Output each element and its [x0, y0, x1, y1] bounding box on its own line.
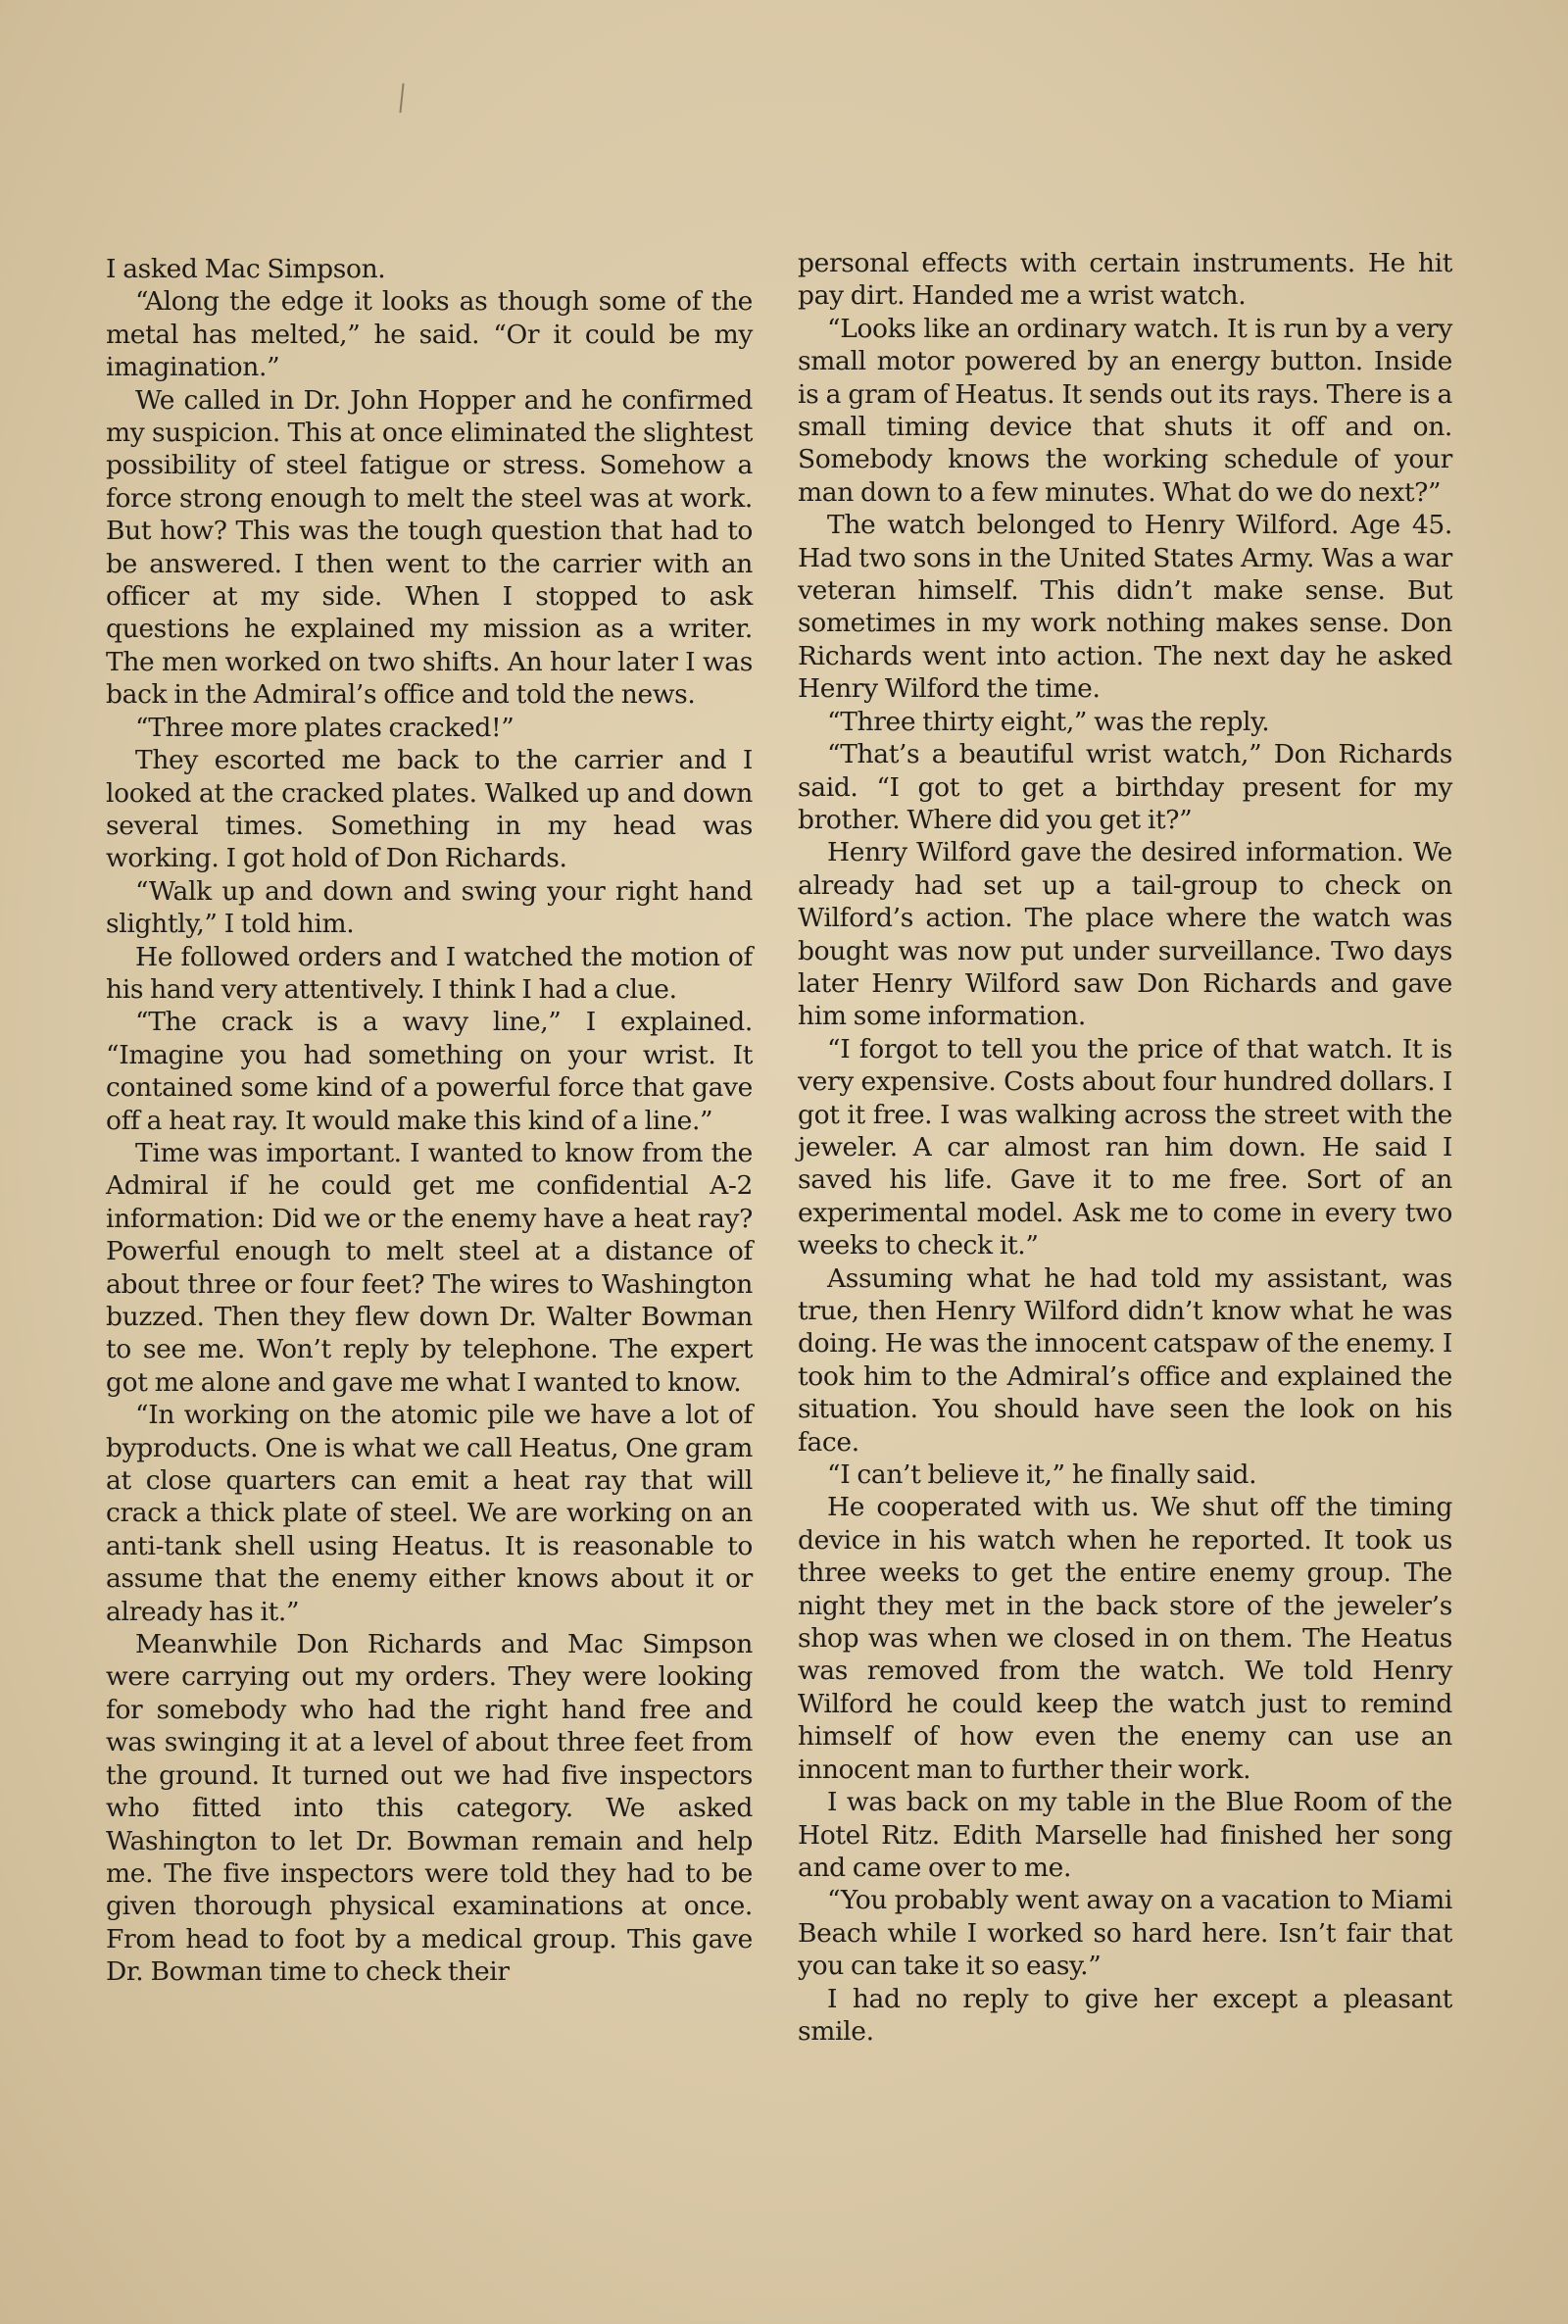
- paragraph: He followed orders and I watched the motion of his hand very attentively. I think I had a clue.: [106, 941, 753, 1005]
- paragraph: Henry Wilford gave the desired information. We already had set up a tail-group to check on Wilford’s action. The place where the watch was bought was now put under surveillance. Two days later Henry Wilford saw Don Richards and gave him some information.: [798, 837, 1452, 1032]
- paragraph: Assuming what he had told my assistant, was true, then Henry Wilford didn’t know what he was doing. He was the innocent catspaw of the enemy. I took him to the Admiral’s office and explained the situation. You should have seen the look on his face.: [798, 1262, 1452, 1458]
- paragraph: “That’s a beautiful wrist watch,” Don Richards said. “I got to get a birthday present for my brother. Where did you get it?”: [798, 739, 1452, 835]
- paragraph: Meanwhile Don Richards and Mac Simpson were carrying out my orders. They were looking for somebody who had the right hand free and was swinging it at a level of about three feet from the ground. It turned out we had five inspectors who fitted into this category. We asked Washington to let Dr. Bowman remain and help me. The five inspectors were told they had to be given thorough physical examinations at once. From head to foot by a medical group. This gave Dr. Bowman time to check their: [106, 1629, 753, 1988]
- paragraph: “In working on the atomic pile we have a lot of byproducts. One is what we call Heatus, One gram at close quarters can emit a heat ray that will crack a thick plate of steel. We are working on an anti-tank shell using Heatus. It is reasonable to assume that the enemy either knows about it or already has it.”: [106, 1400, 753, 1627]
- stray-mark: [399, 83, 404, 113]
- paragraph: He cooperated with us. We shut off the timing device in his watch when he reported. It took us three weeks to get the entire enemy group. The night they met in the back store of the jeweler’s shop was when we closed in on them. The Heatus was removed from the watch. We told Henry Wilford he could keep the watch just to remind himself of how even the enemy can use an innocent man to further their work.: [798, 1492, 1452, 1785]
- paragraph: “Three more plates cracked!”: [135, 712, 514, 743]
- paragraph: “I forgot to tell you the price of that watch. It is very expensive. Costs about four hundred dollars. I got it free. I was walking across the street with the jeweler. A car almost ran him down. He said I saved his life. Gave it to me free. Sort of an experimental model. Ask me to come in every two weeks to check it.”: [798, 1033, 1452, 1261]
- paragraph: “I can’t believe it,” he finally said.: [827, 1459, 1257, 1491]
- paragraph: “Three thirty eight,” was the reply.: [827, 706, 1270, 737]
- paragraph: They escorted me back to the carrier and I looked at the cracked plates. Walked up and down several times. Something in my head was working. I got hold of Don Richards.: [106, 745, 753, 874]
- paragraph: Time was important. I wanted to know from the Admiral if he could get me confidential A-2 information: Did we or the enemy have a heat ray? Powerful enough to melt steel at a distance of about three or four feet? The wires to Washington buzzed. Then they flew down Dr. Walter Bowman to see me. Won’t reply by telephone. The expert got me alone and gave me what I wanted to know.: [106, 1137, 753, 1398]
- paragraph: I was back on my table in the Blue Room of the Hotel Ritz. Edith Marselle had finished her song and came over to me.: [798, 1787, 1452, 1883]
- paragraph: “You probably went away on a vacation to Miami Beach while I worked so hard here. Isn’t fair that you can take it so easy.”: [798, 1885, 1452, 1982]
- paragraph: “The crack is a wavy line,” I explained. “Imagine you had something on your wrist. It contained some kind of a powerful force that gave off a heat ray. It would make this kind of a line.”: [106, 1007, 753, 1136]
- right-column: [798, 247, 1452, 2048]
- paragraph: “Walk up and down and swing your right hand slightly,” I told him.: [106, 875, 753, 940]
- paragraph: I had no reply to give her except a pleasant smile.: [798, 1983, 1452, 2047]
- paragraph: “Along the edge it looks as though some of the metal has melted,” he said. “Or it could be my imagination.”: [106, 286, 753, 383]
- paragraph: “Looks like an ordinary watch. It is run by a very small motor powered by an energy button. Inside is a gram of Heatus. It sends out its rays. There is a small timing device that shuts it off and on. Somebody knows the working schedule of your man down to a few minutes. What do we do next?”: [798, 313, 1452, 508]
- paragraph: I asked Mac Simpson.: [106, 254, 386, 284]
- paragraph: personal effects with certain instruments. He hit pay dirt. Handed me a wrist watch.: [798, 248, 1452, 312]
- paragraph: The watch belonged to Henry Wilford. Age 45. Had two sons in the United States Army. Was a war veteran himself. This didn’t make sense. But sometimes in my work nothing makes sense. Don Richards went into action. The next day he asked Henry Wilford the time.: [798, 510, 1452, 705]
- paragraph: We called in Dr. John Hopper and he confirmed my suspicion. This at once eliminated the slightest possibility of steel fatigue or stress. Somehow a force strong enough to melt the steel was at work. But how? This was the tough question that had to be answered. I then went to the carrier with an officer at my side. When I stopped to ask questions he explained my mission as a writer. The men worked on two shifts. An hour later I was back in the Admiral’s office and told the news.: [106, 384, 753, 711]
- left-column: [106, 253, 753, 1989]
